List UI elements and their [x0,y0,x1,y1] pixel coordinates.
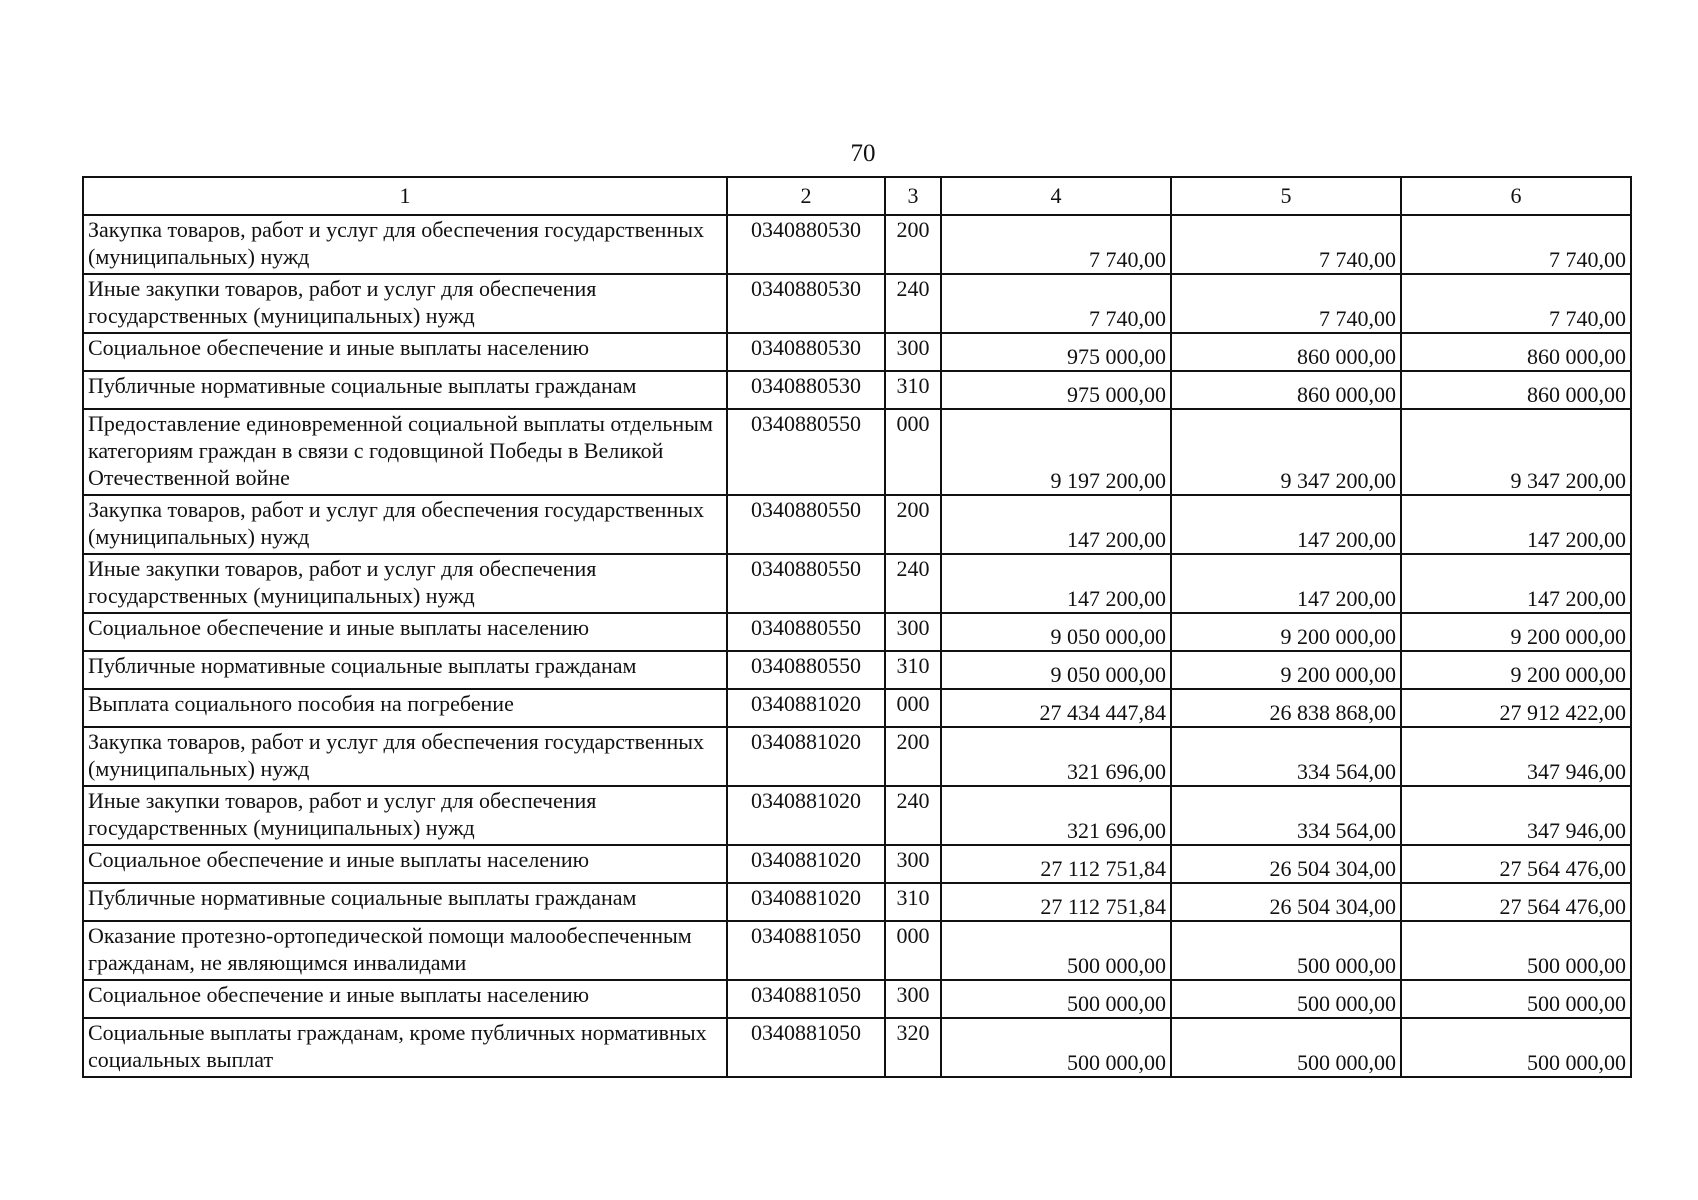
table-row [83,651,1631,689]
row-code: 0340880530 [727,215,885,274]
table-row [83,409,1631,495]
table-row [83,786,1631,845]
header-col-3: 3 [885,177,941,215]
table-row [83,495,1631,554]
row-code: 0340880550 [727,613,885,651]
row-value-5: 334 564,00 [1171,727,1401,786]
row-name: Закупка товаров, работ и услуг для обеспечения государственных (муниципальных) нужд [83,495,727,554]
row-value-5: 9 200 000,00 [1171,613,1401,651]
row-value-6: 7 740,00 [1401,274,1631,333]
row-code: 0340880550 [727,554,885,613]
header-col-5: 5 [1171,177,1401,215]
row-type: 200 [885,495,941,554]
table-row [83,274,1631,333]
row-value-6: 347 946,00 [1401,727,1631,786]
row-value-6: 860 000,00 [1401,333,1631,371]
row-value-4: 321 696,00 [941,727,1171,786]
table-row [83,333,1631,371]
row-code: 0340881020 [727,689,885,727]
table-row [83,613,1631,651]
row-value-4: 7 740,00 [941,274,1171,333]
row-code: 0340881020 [727,786,885,845]
table-row [83,371,1631,409]
row-code: 0340881020 [727,883,885,921]
table-body [83,215,1631,1077]
row-value-4: 27 112 751,84 [941,845,1171,883]
row-type: 240 [885,554,941,613]
row-code: 0340881050 [727,980,885,1018]
table-row [83,689,1631,727]
row-value-6: 7 740,00 [1401,215,1631,274]
row-type: 000 [885,921,941,980]
row-type: 240 [885,274,941,333]
row-value-6: 27 564 476,00 [1401,845,1631,883]
row-code: 0340881050 [727,921,885,980]
table-row [83,1018,1631,1077]
row-type: 200 [885,727,941,786]
header-col-2: 2 [727,177,885,215]
row-type: 300 [885,613,941,651]
header-col-4: 4 [941,177,1171,215]
row-code: 0340881050 [727,1018,885,1077]
row-value-4: 9 197 200,00 [941,409,1171,495]
row-value-5: 9 347 200,00 [1171,409,1401,495]
row-value-5: 9 200 000,00 [1171,651,1401,689]
budget-table [82,176,1632,1078]
row-type: 200 [885,215,941,274]
row-code: 0340880530 [727,333,885,371]
row-name: Закупка товаров, работ и услуг для обеспечения государственных (муниципальных) нужд [83,215,727,274]
row-value-5: 7 740,00 [1171,274,1401,333]
row-value-6: 9 200 000,00 [1401,613,1631,651]
row-value-4: 975 000,00 [941,371,1171,409]
row-value-4: 147 200,00 [941,554,1171,613]
table-row [83,980,1631,1018]
row-name: Публичные нормативные социальные выплаты гражданам [83,651,727,689]
row-type: 300 [885,980,941,1018]
table-row [83,554,1631,613]
row-value-6: 147 200,00 [1401,554,1631,613]
row-name: Социальные выплаты гражданам, кроме публичных нормативных социальных выплат [83,1018,727,1077]
row-type: 240 [885,786,941,845]
row-name: Публичные нормативные социальные выплаты гражданам [83,883,727,921]
table-row [83,215,1631,274]
row-name: Предоставление единовременной социальной выплаты отдельным категориям граждан в связи с годовщиной Победы в Великой Отечественной войне [83,409,727,495]
row-name: Выплата социального пособия на погребение [83,689,727,727]
row-value-5: 147 200,00 [1171,495,1401,554]
row-code: 0340880530 [727,371,885,409]
row-type: 300 [885,845,941,883]
row-value-4: 27 434 447,84 [941,689,1171,727]
row-code: 0340881020 [727,727,885,786]
row-name: Социальное обеспечение и иные выплаты населению [83,845,727,883]
row-value-4: 975 000,00 [941,333,1171,371]
row-value-4: 27 112 751,84 [941,883,1171,921]
row-value-5: 500 000,00 [1171,1018,1401,1077]
row-name: Закупка товаров, работ и услуг для обеспечения государственных (муниципальных) нужд [83,727,727,786]
row-type: 320 [885,1018,941,1077]
row-value-5: 26 504 304,00 [1171,845,1401,883]
row-type: 310 [885,371,941,409]
row-type: 000 [885,409,941,495]
row-type: 310 [885,651,941,689]
row-value-5: 7 740,00 [1171,215,1401,274]
table-header [83,177,1631,215]
row-type: 000 [885,689,941,727]
row-value-6: 27 564 476,00 [1401,883,1631,921]
row-value-5: 860 000,00 [1171,333,1401,371]
row-name: Социальное обеспечение и иные выплаты населению [83,613,727,651]
row-code: 0340881020 [727,845,885,883]
row-value-4: 500 000,00 [941,980,1171,1018]
table-row [83,845,1631,883]
row-value-6: 9 347 200,00 [1401,409,1631,495]
row-value-4: 500 000,00 [941,921,1171,980]
row-value-5: 500 000,00 [1171,980,1401,1018]
row-name: Иные закупки товаров, работ и услуг для обеспечения государственных (муниципальных) нужд [83,554,727,613]
row-value-4: 147 200,00 [941,495,1171,554]
page-number: 70 [850,140,876,167]
row-value-4: 500 000,00 [941,1018,1171,1077]
table-row [83,921,1631,980]
table-row [83,727,1631,786]
row-name: Иные закупки товаров, работ и услуг для обеспечения государственных (муниципальных) нужд [83,274,727,333]
row-name: Социальное обеспечение и иные выплаты населению [83,980,727,1018]
row-type: 300 [885,333,941,371]
row-type: 310 [885,883,941,921]
row-code: 0340880550 [727,409,885,495]
row-value-6: 860 000,00 [1401,371,1631,409]
row-code: 0340880550 [727,495,885,554]
row-value-6: 500 000,00 [1401,980,1631,1018]
row-value-5: 26 838 868,00 [1171,689,1401,727]
row-value-6: 500 000,00 [1401,921,1631,980]
row-name: Иные закупки товаров, работ и услуг для обеспечения государственных (муниципальных) нужд [83,786,727,845]
header-col-6: 6 [1401,177,1631,215]
row-value-5: 147 200,00 [1171,554,1401,613]
table-row [83,883,1631,921]
row-value-4: 9 050 000,00 [941,613,1171,651]
row-code: 0340880550 [727,651,885,689]
row-value-6: 147 200,00 [1401,495,1631,554]
row-value-6: 9 200 000,00 [1401,651,1631,689]
row-value-5: 26 504 304,00 [1171,883,1401,921]
row-value-4: 321 696,00 [941,786,1171,845]
row-value-6: 500 000,00 [1401,1018,1631,1077]
row-name: Публичные нормативные социальные выплаты гражданам [83,371,727,409]
header-col-1: 1 [83,177,727,215]
row-name: Оказание протезно-ортопедической помощи малообеспеченным гражданам, не являющимся инвалидами [83,921,727,980]
row-name: Социальное обеспечение и иные выплаты населению [83,333,727,371]
row-value-6: 347 946,00 [1401,786,1631,845]
row-value-4: 7 740,00 [941,215,1171,274]
row-value-5: 860 000,00 [1171,371,1401,409]
row-value-5: 500 000,00 [1171,921,1401,980]
row-value-5: 334 564,00 [1171,786,1401,845]
row-value-4: 9 050 000,00 [941,651,1171,689]
row-value-6: 27 912 422,00 [1401,689,1631,727]
row-code: 0340880530 [727,274,885,333]
header-row [83,177,1631,215]
